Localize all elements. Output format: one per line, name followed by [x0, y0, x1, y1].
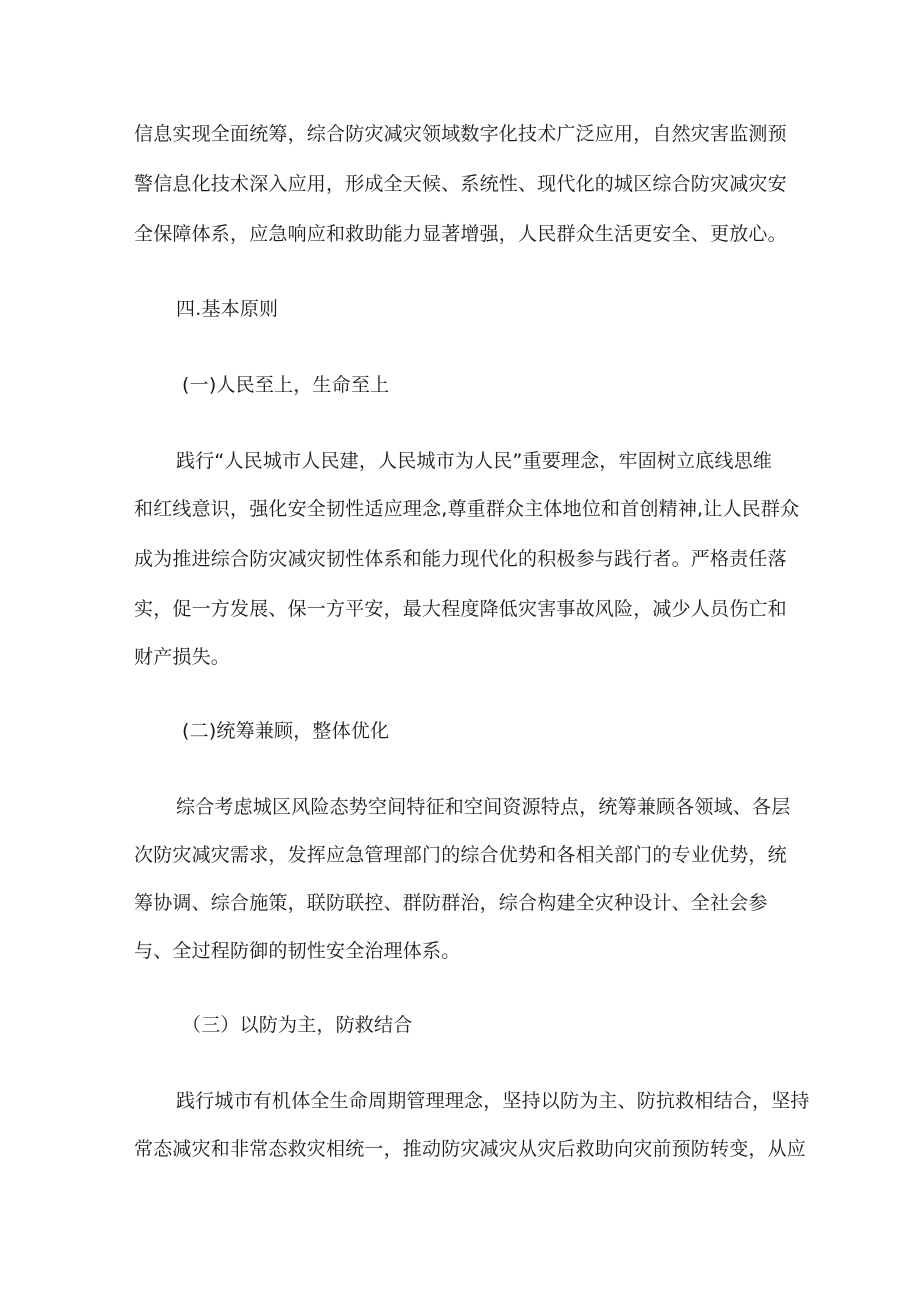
body-text-line: 成为推进综合防灾减灾韧性体系和能力现代化的积极参与践行者。严格责任落 — [134, 548, 787, 570]
body-text-line: 财产损失。 — [134, 646, 231, 668]
body-text-line: 实，促一方发展、保一方平安，最大程度降低灾害事故风险，减少人员伤亡和 — [134, 598, 787, 620]
body-text-line: 警信息化技术深入应用，形成全天候、系统性、现代化的城区综合防灾减灾安 — [134, 173, 787, 195]
body-text-line: 筹协调、综合施策，联防联控、群防群治，综合构建全灾种设计、全社会参 — [134, 892, 768, 914]
body-text-line: 次防灾减灾需求，发挥应急管理部门的综合优势和各相关部门的专业优势，统 — [134, 844, 787, 866]
subsection-heading: (二)统筹兼顾，整体优化 — [182, 720, 390, 742]
body-text-line: 信息实现全面统筹，综合防灾减灾领域数字化技术广泛应用，自然灾害监测预 — [134, 123, 787, 145]
body-text-line: 综合考虑城区风险态势空间特征和空间资源特点，统筹兼顾各领域、各层 — [176, 796, 791, 818]
section-heading: 四.基本原则 — [176, 298, 279, 320]
body-text-line: 与、全过程防御的韧性安全治理体系。 — [134, 940, 461, 962]
body-text-line: 践行“人民城市人民建，人民城市为人民”重要理念，牢固树立底线思维 — [176, 450, 773, 472]
body-text-line: 践行城市有机体全生命周期管理理念，坚持以防为主、防抗救相结合，坚持 — [176, 1090, 810, 1112]
body-text-line: 和红线意识，强化安全韧性适应理念,尊重群众主体地位和首创精神,让人民群众 — [134, 498, 800, 520]
subsection-heading: （三）以防为主，防救结合 — [182, 1014, 413, 1036]
body-text-line: 全保障体系，应急响应和救助能力显著增强，人民群众生活更安全、更放心。 — [134, 223, 787, 245]
body-text-line: 常态减灾和非常态救灾相统一，推动防灾减灾从灾后救助向灾前预防转变，从应 — [134, 1138, 807, 1160]
subsection-heading: (一)人民至上，生命至上 — [182, 374, 390, 396]
